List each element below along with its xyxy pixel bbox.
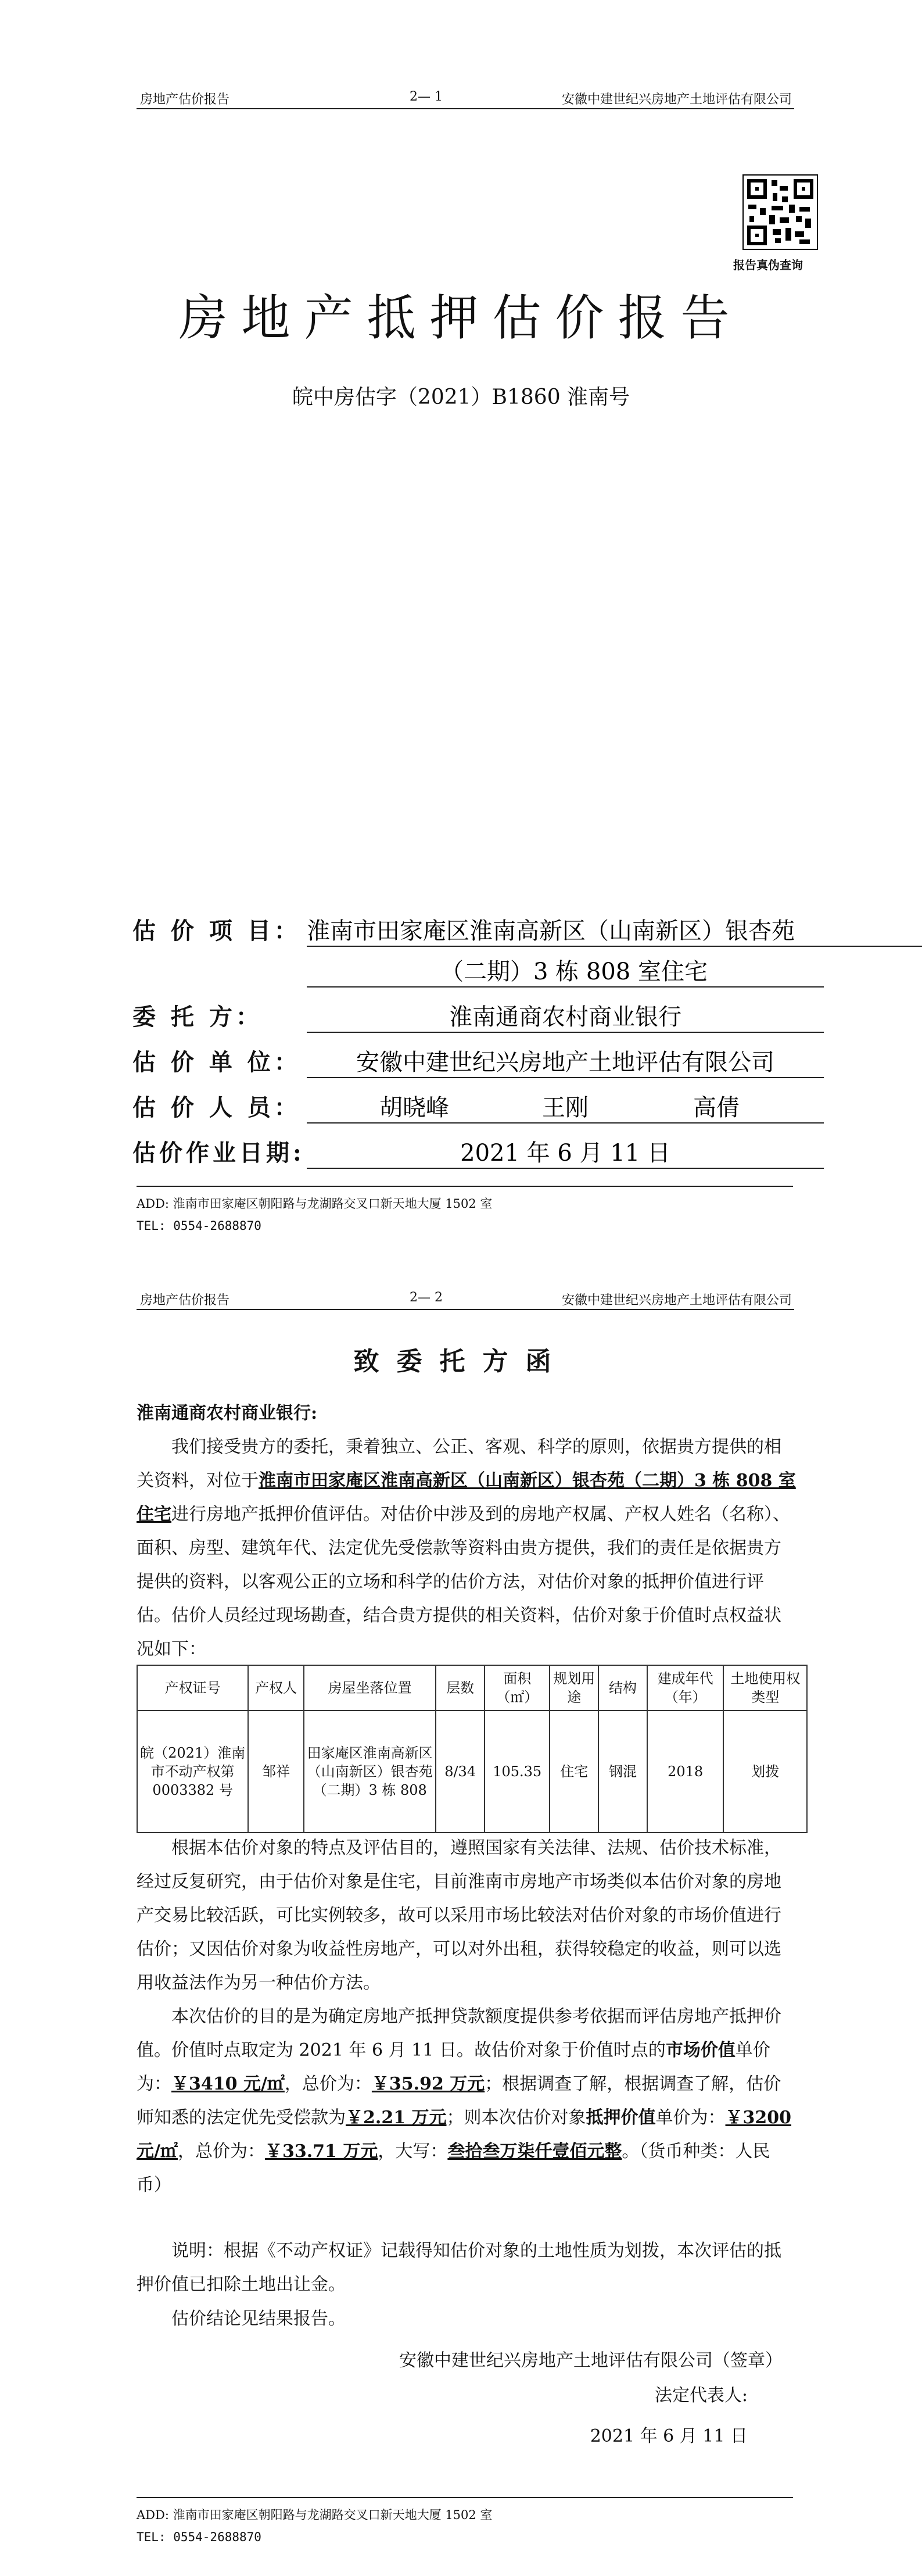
field-label: 委 托 方： xyxy=(132,1003,263,1031)
signer-company: 安徽中建世纪兴房地产土地评估有限公司（签章） xyxy=(399,2350,783,2371)
col-header: 面积（㎡） xyxy=(485,1665,550,1711)
cell-owner: 邹祥 xyxy=(248,1711,304,1833)
footer-address: ADD: 淮南市田家庵区朝阳路与龙湖路交叉口新天地大厦 1502 室 xyxy=(137,1197,493,1211)
sign-date: 2021 年 6 月 11 日 xyxy=(590,2426,748,2446)
project-line-2: （二期）3 栋 808 室住宅 xyxy=(307,953,824,988)
page-footer xyxy=(137,2497,793,2548)
col-header: 层数 xyxy=(436,1665,485,1711)
salutation: 淮南通商农村商业银行: xyxy=(137,1403,318,1423)
header-company: 安徽中建世纪兴房地产土地评估有限公司 xyxy=(561,1293,792,1308)
cell-floors: 8/34 xyxy=(436,1711,485,1833)
col-header: 结构 xyxy=(598,1665,647,1711)
person-name: 胡晓峰 xyxy=(379,1094,449,1121)
paragraph-status: 估价人员经过现场勘查，结合贵方提供的相关资料，估价对象于价值时点权益状况如下： xyxy=(137,1605,781,1659)
persons-value xyxy=(307,1089,824,1124)
letter-title: 致委托方函 xyxy=(353,1347,569,1376)
market-unit-price: ￥3410 元/㎡ xyxy=(171,2074,285,2094)
unit-value: 安徽中建世纪兴房地产土地评估有限公司 xyxy=(307,1044,824,1078)
legal-representative: 法定代表人: xyxy=(654,2385,748,2406)
cell-land-type: 划拨 xyxy=(723,1711,807,1833)
cell-year: 2018 xyxy=(647,1711,724,1833)
col-header: 规划用途 xyxy=(550,1665,598,1711)
paragraph-conclusion: 本次估价的目的是为确定房地产抵押贷款额度提供参考依据而评估房地产抵押价值。价值时点取定为 2021 年 6 月 11 日。故估价对象于价值时点的市场价值单价为：￥3410 元/㎡，总价为：￥35.92 万元；根据调查了解，根据调查了解，估价师知悉的法定优先受偿款为￥2.21 万元；则本次估价对象抵押价值单价为：￥3200 元/㎡，总价为：￥33.71 万元，大写：叁拾叁万柒仟壹佰元整。（货币种类：人民币） xyxy=(137,2006,792,2195)
header-company: 安徽中建世纪兴房地产土地评估有限公司 xyxy=(561,92,792,107)
cell-cert-no: 皖（2021）淮南市不动产权第 0003382 号 xyxy=(137,1711,248,1833)
col-header: 房屋坐落位置 xyxy=(304,1665,436,1711)
header-left: 房地产估价报告 xyxy=(140,92,230,107)
cell-area: 105.35 xyxy=(485,1711,550,1833)
col-header: 建成年代（年） xyxy=(647,1665,724,1711)
property-table xyxy=(137,1665,808,1833)
footer-address: ADD: 淮南市田家庵区朝阳路与龙湖路交叉口新天地大厦 1502 室 xyxy=(137,2508,493,2522)
page-header xyxy=(137,1288,794,1310)
letter-page xyxy=(0,1288,922,2576)
field-label: 估 价 项 目： xyxy=(132,917,301,944)
market-total: ￥35.92 万元 xyxy=(371,2074,485,2094)
footer-tel: TEL: 0554-2688870 xyxy=(137,2530,261,2544)
property-address: 淮南市田家庵区淮南高新区（山南新区）银杏苑（二期）3 栋 808 室住宅 xyxy=(137,1471,796,1525)
paragraph-intro: 我们接受贵方的委托，秉着独立、公正、客观、科学的原则，依据贵方提供的相关资料，对位于淮南市田家庵区淮南高新区（山南新区）银杏苑（二期）3 栋 808 室住宅进行房地产抵押价值评估。对估价中涉及到的房地产权属、产权人姓名（名称）、面积、房型、建筑年代、法定优先受偿款等资料由贵方提供，我们的责任是依据贵方提供的资料，以客观公正的立场和科学的估价方法，对估价对象的抵押价值进行评估。 xyxy=(137,1437,796,1626)
person-name: 王刚 xyxy=(542,1094,589,1121)
qr-code-icon[interactable] xyxy=(742,174,818,250)
col-header: 产权证号 xyxy=(137,1665,248,1711)
table-row xyxy=(137,1711,807,1833)
project-line-1: 淮南市田家庵区淮南高新区（山南新区）银杏苑 xyxy=(307,913,922,947)
mortgage-total-words: 叁拾叁万柒仟壹佰元整 xyxy=(447,2141,622,2162)
col-header: 土地使用权类型 xyxy=(723,1665,807,1711)
col-header: 产权人 xyxy=(248,1665,304,1711)
paragraph-see-report: 估价结论见结果报告。 xyxy=(171,2309,346,2329)
paragraph-note: 说明：根据《不动产权证》记载得知估价对象的土地性质为划拨，本次评估的抵押价值已扣除土地出让金。 xyxy=(137,2241,781,2295)
date-value: 2021 年 6 月 11 日 xyxy=(307,1135,824,1169)
header-page-number: 2— 2 xyxy=(410,1290,443,1305)
header-page-number: 2— 1 xyxy=(410,90,443,104)
field-label: 估 价 单 位： xyxy=(132,1049,301,1076)
cell-use: 住宅 xyxy=(550,1711,598,1833)
footer-tel: TEL: 0554-2688870 xyxy=(137,1219,261,1233)
page-header xyxy=(137,87,794,109)
table-header-row xyxy=(137,1665,807,1711)
client-value: 淮南通商农村商业银行 xyxy=(307,999,824,1033)
mortgage-total: ￥33.71 万元 xyxy=(264,2141,378,2162)
paragraph-method: 根据本估价对象的特点及评估目的，遵照国家有关法律、法规、估价技术标准，经过反复研究，由于估价对象是住宅，目前淮南市房地产市场类似本估价对象的房地产交易比较活跃，可比实例较多，故可以采用市场比较法对估价对象的市场价值进行估价；又因估价对象为收益性房地产，可以对外出租，获得较稳定的收益，则可以选用收益法作为另一种估价方法。 xyxy=(137,1838,781,1993)
qr-caption: 报告真伪查询 xyxy=(733,258,803,272)
person-name: 高倩 xyxy=(693,1094,740,1121)
report-title: 房地产抵押估价报告 xyxy=(178,289,744,346)
mortgage-unit-price: ￥3200 元/㎡ xyxy=(137,2108,792,2162)
field-label: 估价作业日期: xyxy=(132,1139,305,1167)
priority-payment: ￥2.21 万元 xyxy=(346,2108,447,2128)
header-left: 房地产估价报告 xyxy=(140,1293,230,1308)
report-number: 皖中房估字（2021）B1860 淮南号 xyxy=(292,385,630,409)
page-footer xyxy=(137,1186,793,1237)
cell-structure: 钢混 xyxy=(598,1711,647,1833)
cell-location: 田家庵区淮南高新区（山南新区）银杏苑（二期）3 栋 808 xyxy=(304,1711,436,1833)
field-label: 估 价 人 员： xyxy=(132,1094,301,1121)
